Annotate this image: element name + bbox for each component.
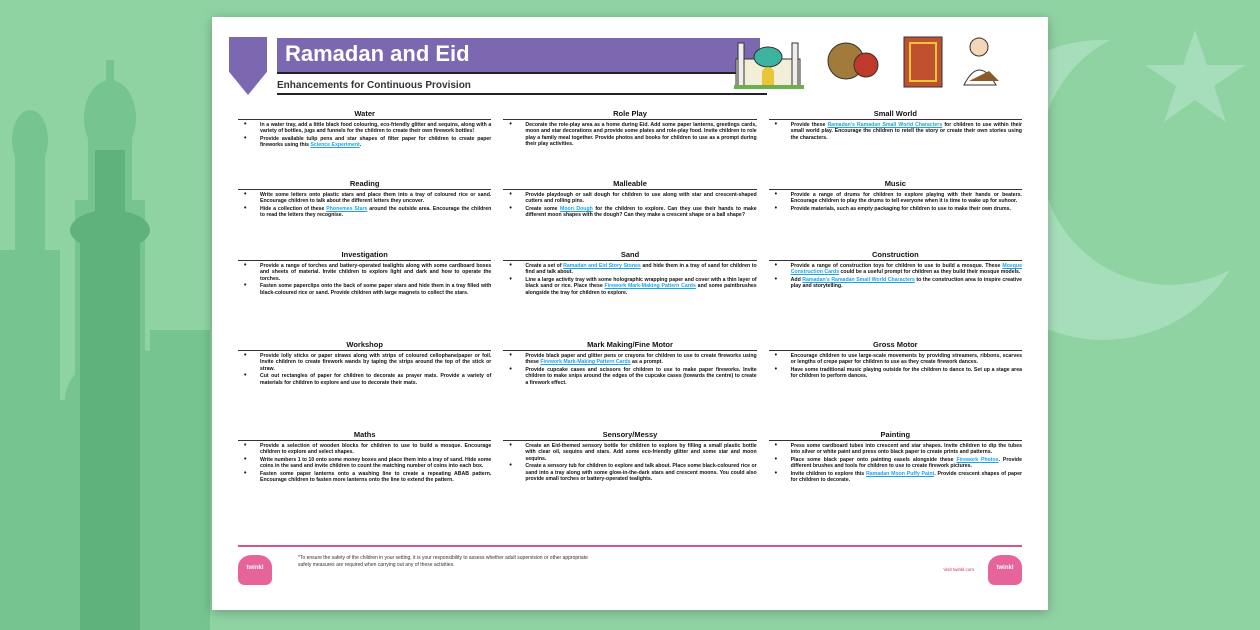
item-text: Create a sensory tub for children to explore and talk about. Place some black-coloured rice or sand into a tray along with some glow-in-the-dark stars and crescent moons. You could also provide small torches or battery-operated tealights. (525, 463, 757, 483)
section-heading: Reading (238, 179, 491, 190)
section-heading: Sensory/Messy (503, 430, 756, 441)
item-text: Provide lolly sticks or paper straws along with strips of coloured cellophane/paper or foil. Invite children to create firework wands by taping the strips around the top of the stick or straw. (260, 353, 492, 372)
resource-link[interactable]: Mosque Construction Cards (790, 263, 1022, 276)
activity-section (238, 109, 491, 179)
item-text-after: for the children to explore. Can they use their hands to make different moon shapes with the dough? Can they make a crescent shape or a ball shape? (525, 205, 757, 219)
activity-section (503, 179, 756, 250)
resource-link[interactable]: Science Experiment (310, 142, 360, 149)
activity-list (238, 263, 491, 296)
item-text: Cut out rectangles of paper for children to decorate as prayer mats. Provide a variety of materials for children to explore and use to decorate their mats. (260, 373, 492, 386)
item-text: Create a set of (525, 263, 564, 269)
list-item (769, 206, 1022, 212)
item-text: Create an Eid-themed sensory bottle for children to explore by filling a small plastic bottle with clear oil, sequins and stars. Add some eco-friendly glitter and some star and moon sequins. (525, 443, 757, 462)
resource-link[interactable]: Ramadan's Ramadan Small World Characters (802, 276, 915, 283)
section-heading: Maths (238, 430, 491, 441)
item-text-after: and hide them in a tray of sand for children to find and talk about. (525, 263, 757, 276)
list-item (238, 443, 491, 456)
item-text: Invite children to explore this (790, 470, 866, 477)
item-text: Provide a selection of wooden blocks for children to use to build a mosque. Encourage children to explore and select shapes. (260, 443, 492, 456)
list-item (238, 136, 491, 149)
list-item (769, 367, 1022, 380)
item-text: Provide cupcake cases and scissors for children to use to make paper fireworks. Invite children to make snips around the edges of the cupcake cases (towards the centre) to create a firework effect. (525, 366, 757, 386)
item-text-after: and some paintbrushes alongside the tray for children to explore. (525, 283, 757, 296)
item-text: Decorate the role-play area as a home during Eid. Add some paper lanterns, greetings cards, moon and star decorations and provide some plates and role-play food. Invite children to role play a family meal together. Provide photos and books for children to use as a prompt during their play activities. (525, 122, 757, 148)
item-text: Create some (525, 205, 561, 212)
list-item (503, 277, 756, 296)
resource-link[interactable]: Ramadan Moon Puffy Paint (865, 470, 935, 477)
section-heading: Small World (769, 109, 1022, 120)
section-heading: Mark Making/Fine Motor (503, 340, 756, 351)
column (503, 109, 756, 530)
activity-section (503, 340, 756, 430)
header-arrow-icon (229, 37, 267, 95)
document-page (212, 17, 1048, 610)
list-item (503, 353, 756, 366)
item-text-after: to the construction area to inspire creative play and storytelling. (790, 276, 1022, 290)
list-item (238, 353, 491, 372)
section-heading: Malleable (503, 179, 756, 190)
list-item (769, 122, 1022, 141)
section-heading: Sand (503, 250, 756, 261)
item-text: Write some letters onto plastic stars and place them into a tray of coloured rice or sand. Encourage children to talk about the different letters they uncover. (260, 192, 492, 205)
list-item (769, 443, 1022, 456)
section-heading: Workshop (238, 340, 491, 351)
list-item (769, 353, 1022, 366)
activity-list (238, 122, 491, 149)
item-text-after: . (359, 142, 362, 149)
list-item (769, 457, 1022, 470)
list-item (238, 192, 491, 205)
list-item (503, 367, 756, 386)
activity-list (503, 192, 756, 219)
resource-link[interactable]: Ramadan's Ramadan Small World Characters (827, 122, 943, 128)
list-item (238, 263, 491, 282)
activity-list (769, 353, 1022, 380)
item-text-after: . Provide crescent shapes of paper for children to decorate. (790, 470, 1022, 484)
activity-list (769, 263, 1022, 290)
section-heading: Painting (769, 430, 1022, 441)
activity-section (503, 109, 756, 179)
list-item (769, 263, 1022, 276)
activity-section (503, 250, 756, 340)
list-item (238, 373, 491, 386)
section-heading: Water (238, 109, 491, 120)
activity-section (238, 430, 491, 530)
list-item (503, 122, 756, 148)
activity-list (769, 122, 1022, 141)
visit-link[interactable]: Visit twinkl.com (943, 567, 974, 572)
activity-section (769, 179, 1022, 250)
section-heading: Construction (769, 250, 1022, 261)
mosque-icon (734, 43, 804, 89)
activity-section (769, 430, 1022, 530)
list-item (503, 443, 756, 462)
item-text: Place some black paper onto painting easels alongside these (790, 456, 957, 463)
item-text: Provide materials, such as empty packaging for children to use to make their own drums. (790, 205, 1011, 212)
item-text: Add (790, 276, 803, 283)
activity-section (238, 250, 491, 340)
list-item (503, 206, 756, 219)
section-heading: Music (769, 179, 1022, 190)
activity-section (769, 340, 1022, 430)
item-text: Hide a collection of these (260, 205, 327, 212)
reading-person-icon (964, 38, 999, 85)
item-text: Fasten some paperclips onto the back of some paper stars and hide them in a tray filled with black-coloured rice or sand. Provide children with large magnets to collect the stars. (260, 283, 492, 296)
page-subtitle: Enhancements for Continuous Provision (277, 80, 767, 95)
activity-list (769, 443, 1022, 483)
resource-link[interactable]: Phonemes Stars (326, 205, 368, 212)
item-text: Provide black paper and glitter pens or crayons for children to use to create fireworks using these (525, 353, 757, 366)
item-text: Provide these (790, 122, 828, 128)
item-text: Have some traditional music playing outside for the children to dance to. Set up a stage area for children to perform dances. (790, 366, 1022, 380)
list-item (503, 463, 756, 482)
header-illustrations (734, 25, 1014, 91)
star-icon (1145, 30, 1245, 122)
safety-disclaimer: *To ensure the safety of the children in your setting, it is your responsibility to assess whether adult supervision or other appropriate safety measures are required when carrying out any of these activities. (298, 555, 588, 568)
item-text: Provide playdough or salt dough for children to use along with star and crescent-shaped cutters and rolling pins. (525, 192, 757, 205)
activity-list (503, 122, 756, 148)
item-text: Provide a range of construction toys for children to use to build a mosque. These (790, 263, 1003, 269)
resource-link[interactable]: Firework Mark-Making Pattern Cards (540, 359, 631, 366)
activity-list (503, 263, 756, 296)
activity-section (769, 250, 1022, 340)
item-text-after: for children to use within their small world play. Encourage the children to retell the story or create their own stories using the characters. (790, 122, 1022, 141)
resource-link[interactable]: Moon Dough (560, 205, 593, 212)
item-text: Fasten some paper lanterns onto a washing line to create a repeating ABAB pattern. Encourage children to fasten more lanterns onto the line to extend the pattern. (260, 470, 492, 484)
activity-list (238, 192, 491, 219)
item-text: Provide a range of torches and battery-operated tealights along with some cardboard boxes and sheets of material. Invite children to explore light and dark and how to operate the torches. (260, 263, 492, 282)
item-text: In a water tray, add a little black food colouring, eco-friendly glitter and sequins, along with a variety of bottles, jugs and funnels for the children to create their own firework bottles! (260, 122, 492, 135)
activity-list (769, 192, 1022, 212)
activity-section (238, 340, 491, 430)
section-heading: Role Play (503, 109, 756, 120)
activity-list (503, 443, 756, 482)
twinkl-logo-right: twinkl (988, 555, 1022, 585)
item-text: Provide available tulip pens and star shapes of filter paper for children to create paper fireworks using this (260, 135, 492, 149)
resource-link[interactable]: Firework Photos (956, 456, 999, 463)
activity-list (238, 353, 491, 386)
list-item (238, 471, 491, 484)
activity-section (503, 430, 756, 530)
resource-link[interactable]: Ramadan and Eid Story Stones (563, 263, 641, 269)
item-text: Encourage children to use large-scale movements by providing streamers, ribbons, scarves or lengths of crepe paper for children to use as they create firework dances. (790, 353, 1022, 366)
list-item (503, 192, 756, 205)
activity-list (238, 443, 491, 483)
list-item (769, 277, 1022, 290)
resource-link[interactable]: Firework Mark-Making Pattern Cards (604, 283, 696, 290)
list-item (238, 122, 491, 135)
list-item (238, 457, 491, 470)
activity-section (238, 179, 491, 250)
item-text: Provide a range of drums for children to explore playing with their hands or beaters. Encourage children to play the drums to tell everyone when it is time to wake up for suhoor. (790, 192, 1022, 205)
coins-icon (828, 43, 878, 79)
item-text-after: could be a useful prompt for children as they build their mosque models. (839, 269, 1021, 276)
column (238, 109, 491, 530)
item-text-after: as a prompt. (630, 359, 663, 366)
list-item (238, 206, 491, 219)
item-text-after: . Provide different brushes and tools for children to use to create firework pictures. (790, 456, 1022, 470)
activity-section (769, 109, 1022, 179)
item-text-after: around the outside area. Encourage the children to read the letters they recognise. (260, 205, 492, 219)
activity-list (503, 353, 756, 386)
item-text: Write numbers 1 to 10 onto some money boxes and place them into a tray of sand. Hide some coins in the sand and invite children to count the matching number of coins into each box. (260, 456, 492, 470)
column (769, 109, 1022, 530)
list-item (769, 192, 1022, 205)
quran-book-icon (904, 37, 942, 87)
item-text: Line a large activity tray with some holographic wrapping paper and cover with a thin layer of black sand or rice. Place these (525, 276, 757, 290)
page-title: Ramadan and Eid (277, 38, 760, 74)
twinkl-logo: twinkl (238, 555, 272, 585)
list-item (503, 263, 756, 276)
item-text: Press some cardboard tubes into crescent and star shapes. Invite children to dip the tubes into silver or white paint and press onto black paper to create prints and patterns. (790, 443, 1022, 456)
activity-columns (238, 109, 1022, 530)
minaret-silhouette (70, 150, 150, 630)
list-item (769, 471, 1022, 484)
section-heading: Gross Motor (769, 340, 1022, 351)
section-heading: Investigation (238, 250, 491, 261)
footer (238, 545, 1022, 572)
list-item (238, 283, 491, 296)
